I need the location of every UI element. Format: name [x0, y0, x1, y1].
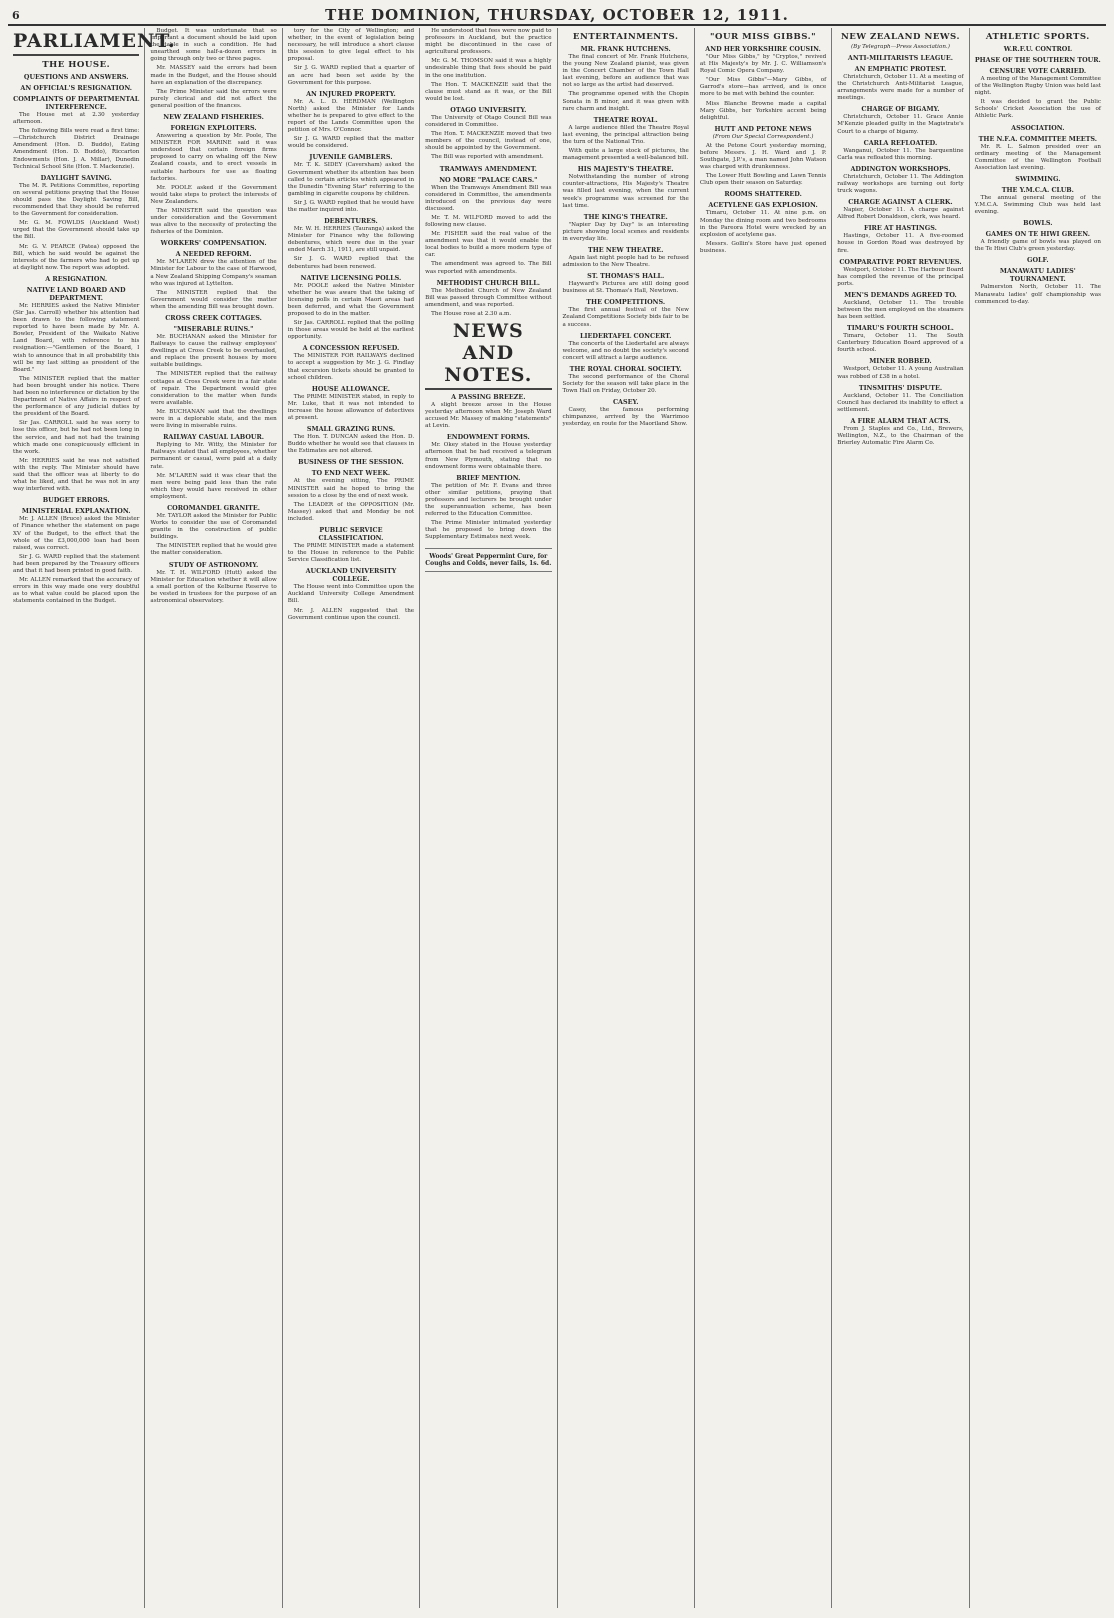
- section-heading: SWIMMING.: [1015, 174, 1061, 183]
- article-paragraph: The programme opened with the Chopin Sonata in B minor, and it was given with rare charm and insight.: [562, 91, 689, 112]
- article-paragraph: Timaru, October 11. The South Canterbury Education Board approved of a fourth school.: [837, 333, 964, 354]
- article-paragraph: Auckland, October 11. The trouble between the men employed on the steamers has been settled.: [837, 299, 964, 321]
- article-paragraph: The second performance of the Choral Society for the season will take place in the Town Hall on Friday, October 20.: [562, 373, 689, 395]
- article-paragraph: It was decided to grant the Public Schools' Cricket Association the use of Athletic Park.: [974, 99, 1101, 120]
- section-heading: THE KING'S THEATRE.: [583, 212, 668, 221]
- section-heading: PHASE OF THE SOUTHERN TOUR.: [974, 56, 1101, 64]
- article-paragraph: Sir J. G. WARD replied that the statement had been prepared by the Treasury officers and that it had been printed in good faith.: [13, 553, 140, 574]
- section-heading: TINSMITHS' DISPUTE.: [858, 383, 943, 392]
- article-paragraph: The University of Otago Council Bill was considered in Committee.: [425, 114, 552, 129]
- column-6: [695, 28, 832, 1608]
- section-heading: QUESTIONS AND ANSWERS.: [23, 73, 129, 81]
- column-5: [558, 28, 695, 1608]
- article-paragraph: Miss Blanche Browne made a capital Mary Gibbs, her Yorkshire accent being delightful.: [699, 100, 827, 121]
- section-heading: AUCKLAND UNIVERSITY COLLEGE.: [305, 567, 397, 584]
- article-paragraph: "Our Miss Gibbs"—Mary Gibbs, of Garrod's store—has arrived, and is once more to be met with behind the counter.: [699, 77, 827, 98]
- article-paragraph: Messrs. Gollin's Store have just opened business.: [699, 240, 827, 254]
- section-heading: COMPLAINTS OF DEPARTMENTAL INTERFERENCE.: [13, 95, 140, 111]
- article-paragraph: Palmerston North, October 11. The Manawatu ladies' golf championship was commenced to-day.: [974, 284, 1101, 305]
- section-heading: COROMANDEL GRANITE.: [167, 503, 261, 512]
- article-paragraph: Mr. FISHER said the real value of the amendment was that it would enable the local bodies to build a more modern type of car.: [425, 231, 552, 259]
- article-paragraph: The House met at 2.30 yesterday afternoon.: [13, 112, 140, 126]
- columns: [8, 28, 1106, 1608]
- section-heading: ROOMS SHATTERED.: [724, 190, 802, 199]
- article-paragraph: The M. R. Petitions Committee, reporting on several petitions praying that the House should pass the Daylight Saving Bill, recommended that they should be referred to the Government for consideration.: [13, 182, 140, 218]
- article-paragraph: With quite a large stock of pictures, the management presented a well-balanced bill.: [562, 148, 689, 162]
- article-paragraph: The concerts of the Liedertafel are always welcome, and no doubt the society's second concert will attract a large audience.: [562, 340, 689, 361]
- article-paragraph: Hayward's Pictures are still doing good business at St. Thomas's Hall, Newtown.: [562, 281, 689, 295]
- section-heading: MINISTERIAL EXPLANATION.: [21, 507, 131, 516]
- section-heading: ENTERTAINMENTS.: [572, 32, 679, 42]
- article-paragraph: Sir J. G. WARD replied that a quarter of an acre had been set aside by the Government for this purpose.: [287, 65, 415, 86]
- article-paragraph: Mr. G. V. PEARCE (Patea) opposed the Bill, which he said would be against the interests of the farmers who had to get up at daylight now. The report was adopted.: [13, 243, 140, 271]
- section-heading: "OUR MISS GIBBS.": [710, 32, 817, 42]
- article-paragraph: "Napier Day by Day" is an interesting picture showing local scenes and residents in everyday life.: [562, 221, 689, 242]
- article-paragraph: The PRIME MINISTER made a statement to the House in reference to the Public Service Classification list.: [287, 542, 415, 564]
- article-paragraph: Mr. W. H. HERRIES (Tauranga) asked the Minister for Finance why the following debentures, which were due in the year ended March 31, 1911, are still unpaid.: [287, 226, 415, 254]
- article-paragraph: At the evening sitting, The PRIME MINISTER said he hoped to bring the session to a close by the end of next week.: [287, 478, 415, 499]
- section-heading: ADDINGTON WORKSHOPS.: [850, 164, 951, 173]
- section-heading: THE NEW THEATRE.: [587, 245, 664, 254]
- article-paragraph: Auckland, October 11. The Conciliation Council has declared its inability to effect a settlement.: [837, 392, 964, 413]
- article-paragraph: Replying to Mr. Witty, the Minister for Railways stated that all employees, whether permanent or casual, were paid at a daily rate.: [150, 442, 277, 470]
- article-paragraph: Mr. T. M. WILFORD moved to add the following new clause.: [425, 214, 552, 228]
- section-heading: ATHLETIC SPORTS.: [985, 32, 1090, 42]
- article-paragraph: The MINISTER FOR RAILWAYS declined to accept a suggestion by Mr. J. G. Findlay that excursion tickets should be granted to school children.: [287, 353, 415, 381]
- section-heading: MINER ROBBED.: [869, 357, 932, 366]
- article-paragraph: Mr. M'LAREN drew the attention of the Minister for Labour to the case of Harwood, a New Zealand Shipping Company's seaman who was injured at Lyttelton.: [150, 259, 277, 287]
- section-heading: BUDGET ERRORS.: [42, 496, 110, 505]
- section-heading: LIEDERTAFEL CONCERT.: [580, 331, 672, 340]
- article-paragraph: A slight breeze arose in the House yesterday afternoon when Mr. Joseph Ward accused Mr. Massey of making "statements" at Levin.: [425, 402, 552, 430]
- section-heading: W.R.F.U. CONTROL: [1003, 45, 1072, 53]
- column-4: [420, 28, 557, 1608]
- page-number: 6: [12, 9, 20, 22]
- section-heading: NO MORE "PALACE CARS.": [439, 175, 538, 184]
- article-paragraph: The House went into Committee upon the Auckland University College Amendment Bill.: [287, 584, 415, 605]
- column-8: [970, 28, 1106, 1608]
- section-heading: PUBLIC SERVICE CLASSIFICATION.: [318, 525, 384, 542]
- article-paragraph: tory for the City of Wellington; and whether, in the event of legislation being necessary, he will introduce a short clause this session to give legal effect to his proposal.: [287, 28, 415, 63]
- article-paragraph: The MINISTER said the question was under consideration and the Government was alive to the necessity of protecting the fisheries of the Dominion.: [150, 207, 277, 236]
- section-heading: A RESIGNATION.: [45, 274, 108, 283]
- article-paragraph: Mr. G. M. THOMSON said it was a highly undesirable thing that fees should be paid in the one institution.: [425, 58, 552, 79]
- section-heading: GAMES ON TE HIWI GREEN.: [985, 230, 1090, 239]
- article-paragraph: Mr. J. ALLEN suggested that the Government continue upon the council.: [287, 607, 415, 621]
- section-heading: WORKERS' COMPENSATION.: [160, 239, 267, 248]
- section-heading: NEW ZEALAND FISHERIES.: [163, 113, 264, 122]
- newspaper-title: THE DOMINION, THURSDAY, OCTOBER 12, 1911.: [325, 6, 789, 24]
- section-heading: FOREIGN EXPLOITERS.: [170, 124, 257, 133]
- section-heading: MR. FRANK HUTCHENS.: [580, 45, 671, 53]
- article-paragraph: From J. Staples and Co., Ltd., Brewers, Wellington, N.Z., to the Chairman of the Brierley Automatic Fire Alarm Co.: [837, 425, 964, 447]
- advertisement: Woods' Great Peppermint Cure, for Coughs and Colds, never fails, 1s. 6d.: [425, 548, 551, 572]
- article-paragraph: Mr. R. L. Salmon presided over an ordinary meeting of the Management Committee of the Wellington Football Association last evening.: [974, 143, 1101, 171]
- article-paragraph: The following Bills were read a first time:—Christchurch District Drainage Amendment (Hon. D. Buddo), Eating Amendment (Hon. D. Buddo), Riccarton Endowments (Hon. J. A. Millar), Dunedin Technical School Site (Hon. T. Mackenzie).: [13, 128, 140, 170]
- article-paragraph: A meeting of the Management Committee of the Wellington Rugby Union was held last night.: [974, 76, 1101, 97]
- section-heading: (By Telegraph—Press Association.): [850, 44, 950, 50]
- section-heading: BRIEF MENTION.: [456, 473, 521, 482]
- section-heading: DEBENTURES.: [324, 217, 378, 226]
- masthead: [8, 4, 1106, 26]
- section-heading: STUDY OF ASTRONOMY.: [168, 560, 259, 569]
- section-heading: NEW ZEALAND NEWS.: [840, 32, 960, 42]
- section-heading: THE COMPETITIONS.: [586, 298, 666, 307]
- section-heading: NATIVE LAND BOARD AND DEPARTMENT.: [26, 285, 126, 302]
- article-paragraph: Notwithstanding the number of strong counter-attractions, His Majesty's Theatre was filled last evening, when the current week's programme was screened for the last time.: [562, 174, 689, 209]
- article-paragraph: "Our Miss Gibbs," by "Cryptos," revived at His Majesty's by Mr. J. C. Williamson's Royal Comic Opera Company.: [699, 54, 827, 75]
- section-heading: OTAGO UNIVERSITY.: [450, 105, 527, 114]
- article-paragraph: The PRIME MINISTER stated, in reply to Mr. Luke, that it was not intended to increase the house allowance of detectives at present.: [287, 393, 415, 422]
- section-heading: ANTI-MILITARISTS LEAGUE.: [847, 54, 953, 62]
- section-heading: AND HER YORKSHIRE COUSIN.: [705, 45, 821, 53]
- article-paragraph: Mr. POOLE asked if the Government would take steps to protect the interests of New Zealanders.: [150, 184, 277, 205]
- article-paragraph: The Prime Minister said the errors were purely clerical and did not affect the general position of the finances.: [150, 88, 277, 109]
- article-paragraph: Sir Jas. CARROLL said he was sorry to lose this officer, but he had not been long in the service, and had not had the training which made one conspicuously efficient in the work.: [13, 420, 140, 455]
- section-heading: PARLIAMENT.: [13, 30, 139, 56]
- article-paragraph: When the Tramways Amendment Bill was considered in Committee, the amendments introduced on the previous day were discussed.: [425, 184, 552, 212]
- article-paragraph: Christchurch, October 11. At a meeting of the Christchurch Anti-Militarist League, arrangements were made for a number of meetings.: [837, 74, 964, 102]
- section-heading: HOUSE ALLOWANCE.: [311, 384, 391, 393]
- article-paragraph: Wanganui, October 11. The barquentine Carla was refloated this morning.: [837, 147, 964, 161]
- article-paragraph: The Methodist Church of New Zealand Bill was passed through Committee without amendment, and was reported.: [425, 287, 552, 308]
- article-paragraph: Mr. A. L. D. HERDMAN (Wellington North) asked the Minister for Lands whether he is prepared to give effect to the report of the Lands Committee upon the petition of Mrs. O'Connor.: [287, 98, 415, 134]
- section-heading: BUSINESS OF THE SESSION.: [298, 458, 404, 467]
- article-paragraph: The amendment was agreed to. The Bill was reported with amendments.: [425, 261, 552, 275]
- section-heading: THE Y.M.C.A. CLUB.: [1001, 185, 1074, 194]
- article-paragraph: Sir Jas. CARROLL replied that the polling in those areas would be held at the earliest opportunity.: [287, 320, 415, 341]
- article-paragraph: Hastings, October 11. A five-roomed house in Gordon Road was destroyed by fire.: [837, 233, 964, 254]
- section-heading: FIRE AT HASTINGS.: [864, 224, 937, 233]
- section-heading: A PASSING BREEZE.: [451, 393, 526, 401]
- section-heading: (From Our Special Correspondent.): [712, 133, 814, 140]
- article-paragraph: A large audience filled the Theatre Royal last evening, the principal attraction being the turn of the National Trio.: [562, 124, 689, 145]
- article-paragraph: The first annual festival of the New Zealand Competitions Society bids fair to be a success.: [562, 307, 689, 328]
- section-heading: NATIVE LICENSING POLLS.: [300, 273, 402, 282]
- article-paragraph: Mr. T. K. SIDEY (Caversham) asked the Government whether its attention has been called to certain articles which appeared in the Dunedin "Evening Star" referring to the gambling in cigarette coupons by children.: [287, 162, 415, 197]
- article-paragraph: Mr. Okey stated in the House yesterday afternoon that he had received a telegram from New Plymouth, stating that no endowment forms were obtainable there.: [425, 442, 552, 470]
- article-paragraph: Mr. MASSEY said the errors had been made in the Budget, and the House should have an explanation of the discrepancy.: [150, 65, 277, 86]
- article-paragraph: Mr. POOLE asked the Native Minister whether he was aware that the taking of licensing polls in certain Maori areas had been deferred, and what the Government proposed to do in the matter.: [287, 282, 415, 317]
- article-paragraph: Westport, October 11. A young Australian was robbed of £38 in a hotel.: [837, 366, 964, 380]
- section-heading: NEWS AND NOTES.: [425, 320, 551, 390]
- section-heading: AN EMPHATIC PROTEST.: [854, 65, 947, 73]
- section-heading: THEATRE ROYAL.: [593, 115, 658, 124]
- article-paragraph: Mr. J. ALLEN (Bruce) asked the Minister of Finance whether the statement on page XV of the Budget, to the effect that the whole of the £3,000,000 loan had been raised, was correct.: [13, 516, 140, 551]
- section-heading: AN INJURED PROPERTY.: [306, 89, 396, 98]
- section-heading: THE N.F.A. COMMITTEE MEETS.: [978, 134, 1097, 143]
- section-heading: A FIRE ALARM THAT ACTS.: [850, 416, 951, 425]
- section-heading: ENDOWMENT FORMS.: [446, 433, 530, 442]
- section-heading: DAYLIGHT SAVING.: [40, 173, 112, 182]
- article-paragraph: Mr. T. H. WILFORD (Hutt) asked the Minister for Education whether it will allow a small portion of the Kelburne Reserve to be vested in trustees for the purpose of an astronomical observatory.: [150, 569, 277, 604]
- section-heading: CROSS CREEK COTTAGES.: [165, 314, 262, 322]
- column-1: [8, 28, 176, 1608]
- article-paragraph: The MINISTER replied that the matter had been brought under his notice. There had been no interference or dictation by the Department of Native Affairs in respect of the performance of any judicial duties by the president of the Board.: [13, 375, 140, 418]
- article-paragraph: The MINISTER replied that he would give the matter consideration.: [150, 543, 277, 557]
- section-heading: ST. THOMAS'S HALL.: [587, 272, 665, 281]
- article-paragraph: The Bill was reported with amendment.: [431, 154, 544, 161]
- section-heading: BOWLS.: [1023, 219, 1053, 228]
- article-paragraph: At the Petone Court yesterday morning, before Messrs. J. H. Ward and J. P. Southgate, J.P.'s, a man named John Watson was charged with drunkenness.: [699, 142, 827, 171]
- article-paragraph: Budget. It was unfortunate that so important a document should be laid upon the table in such a condition. He had unearthed some half-a-dozen errors in going through only two or three pages.: [150, 28, 277, 63]
- section-heading: A CONCESSION REFUSED.: [302, 344, 400, 353]
- article-paragraph: Mr. HERRIES said he was not satisfied with the reply. The Minister should have said that the officer was at liberty to do what he liked, and that he was not in any way interfered with.: [13, 457, 140, 493]
- section-heading: GOLF.: [1026, 256, 1049, 265]
- article-paragraph: The LEADER of the OPPOSITION (Mr. Massey) asked that and Monday be not included.: [287, 501, 415, 522]
- article-paragraph: Mr. TAYLOR asked the Minister for Public Works to consider the use of Coromandel granite in the construction of public buildings.: [150, 512, 277, 541]
- article-paragraph: The final concert of Mr. Frank Hutchens, the young New Zealand pianist, was given in the Concert Chamber of the Town Hall last evening, before an audience that was not so large as the artist had deserved.: [562, 54, 689, 89]
- article-paragraph: The Hon. T. DUNCAN asked the Hon. D. Buddo whether he would see that clauses in the Estimates are not altered.: [287, 434, 415, 455]
- section-heading: HUTT AND PETONE NEWS: [714, 124, 812, 133]
- article-paragraph: A friendly game of bowls was played on the Te Hiwi Club's green yesterday.: [974, 239, 1101, 253]
- section-heading: CARLA REFLOATED.: [863, 138, 938, 147]
- article-paragraph: The House rose at 2.30 a.m.: [431, 310, 512, 317]
- section-heading: HIS MAJESTY'S THEATRE.: [577, 165, 674, 174]
- column-2: [145, 28, 282, 1608]
- section-heading: THE HOUSE.: [42, 60, 111, 70]
- article-paragraph: Sir J. G. WARD replied that the matter would be considered.: [287, 136, 415, 150]
- section-heading: CHARGE AGAINST A CLERK.: [848, 198, 953, 207]
- article-paragraph: Timaru, October 11. At nine p.m. on Monday the dining room and two bedrooms in the Pareora Hotel were wrecked by an explosion of acetylene gas.: [699, 210, 827, 238]
- article-paragraph: The Hon. T. MACKENZIE moved that two members of the council, instead of one, should be appointed by the Government.: [425, 131, 552, 152]
- article-paragraph: The MINISTER replied that the railway cottages at Cross Creek were in a fair state of repair. The Department would give consideration to the matter when funds were available.: [150, 371, 277, 406]
- section-heading: MEN'S DEMANDS AGREED TO.: [844, 290, 957, 299]
- section-heading: TRAMWAYS AMENDMENT.: [439, 164, 537, 173]
- section-heading: CENSURE VOTE CARRIED.: [989, 67, 1087, 75]
- column-3: [283, 28, 420, 1608]
- section-heading: RAILWAY CASUAL LABOUR.: [163, 433, 264, 442]
- section-heading: THE ROYAL CHORAL SOCIETY.: [569, 364, 682, 373]
- section-heading: TIMARU'S FOURTH SCHOOL.: [846, 324, 954, 333]
- article-paragraph: Answering a question by Mr. Poole, The MINISTER FOR MARINE said it was understood that certain foreign firms proposed to carry on whaling off the New Zealand coasts, and to erect vessels in suitable harbours for use as floating factories.: [150, 133, 277, 182]
- section-heading: CASEY.: [612, 398, 639, 407]
- article-paragraph: The Hon. T. MACKENZIE said that the clause must stand as it was, or the Bill would be lost.: [425, 81, 552, 102]
- section-heading: AN OFFICIAL'S RESIGNATION.: [20, 84, 133, 92]
- article-paragraph: Westport, October 11. The Harbour Board has compiled the revenue of the principal ports.: [837, 266, 964, 287]
- article-paragraph: Mr. BUCHANAN said that the dwellings were in a deplorable state, and the men were living in miserable ruins.: [150, 408, 277, 430]
- article-paragraph: The Lower Hutt Bowling and Lawn Tennis Club open their season on Saturday.: [699, 173, 827, 187]
- article-paragraph: Christchurch, October 11. Grace Annie M'Kenzie pleaded guilty in the Magistrate's Court to a charge of bigamy.: [837, 114, 964, 135]
- section-heading: MANAWATU LADIES' TOURNAMENT.: [999, 267, 1076, 284]
- section-heading: CHARGE OF BIGAMY.: [861, 105, 940, 114]
- article-paragraph: The MINISTER replied that the Government would consider the matter when the amending Bill was brought down.: [150, 289, 277, 310]
- article-paragraph: Mr. HERRIES asked the Native Minister (Sir Jas. Carroll) whether his attention had been drawn to the following statement reported to have been made by Mr. A. Bowler, President of the Waikato Native Land Board, with reference to his resignation:—"Gentlemen of the Board, I wish to announce that in all probability this will be my last sitting as president of the Board.": [13, 302, 140, 373]
- newspaper-page: [8, 4, 1106, 1608]
- article-paragraph: Sir J. G. WARD replied that the debentures had been renewed.: [287, 256, 415, 270]
- section-heading: METHODIST CHURCH BILL.: [436, 278, 541, 287]
- section-heading: TO END NEXT WEEK.: [311, 469, 391, 478]
- article-paragraph: The annual general meeting of the Y.M.C.A. Swimming Club was held last evening.: [974, 194, 1101, 216]
- article-paragraph: Mr. G. M. FOWLDS (Auckland West) urged that the Government should take up the Bill.: [13, 220, 140, 241]
- section-heading: ASSOCIATION.: [1011, 123, 1065, 132]
- section-heading: JUVENILE GAMBLERS.: [309, 153, 393, 162]
- article-paragraph: He understood that fees were now paid to professors in Auckland, but the practice might be discontinued in the case of agricultural professors.: [425, 28, 552, 56]
- article-paragraph: Mr. BUCHANAN asked the Minister for Railways to cause the railway employees' dwellings at Cross Creek to be overhauled, and replace the present houses by more suitable buildings.: [150, 334, 277, 369]
- column-7: [832, 28, 969, 1608]
- section-heading: "MISERABLE RUINS.": [173, 325, 254, 333]
- article-paragraph: Mr. M'LAREN said it was clear that the men were being paid less than the rate which they would have received in other employment.: [150, 472, 277, 500]
- section-heading: ACETYLENE GAS EXPLOSION.: [708, 201, 818, 210]
- article-paragraph: Christchurch, October 11. The Addington railway workshops are turning out forty truck wagons.: [837, 173, 964, 195]
- article-paragraph: The petition of Mr. F. Evans and three other similar petitions, praying that professors and lecturers be brought under the superannuation scheme, has been referred to the Education Committee.: [425, 482, 552, 518]
- article-paragraph: Mr. ALLEN remarked that the accuracy of errors in this way made one very doubtful as to what value could be placed upon the statements contained in the Budget.: [13, 577, 140, 605]
- section-heading: A NEEDED REFORM.: [175, 250, 252, 259]
- section-heading: COMPARATIVE PORT REVENUES.: [839, 257, 962, 266]
- article-paragraph: Sir J. G. WARD replied that he would have the matter inquired into.: [287, 199, 415, 213]
- article-paragraph: Napier, October 11. A charge against Alfred Robert Donaldson, clerk, was heard.: [837, 207, 964, 221]
- article-paragraph: Again last night people had to be refused admission to the New Theatre.: [562, 254, 689, 269]
- section-heading: SMALL GRAZING RUNS.: [306, 425, 395, 434]
- article-paragraph: Casey, the famous performing chimpanzee, arrived by the Warrimoo yesterday, en route for the Maoriland Show.: [562, 407, 689, 428]
- article-paragraph: The Prime Minister intimated yesterday that he proposed to bring down the Supplementary Estimates next week.: [425, 520, 552, 541]
